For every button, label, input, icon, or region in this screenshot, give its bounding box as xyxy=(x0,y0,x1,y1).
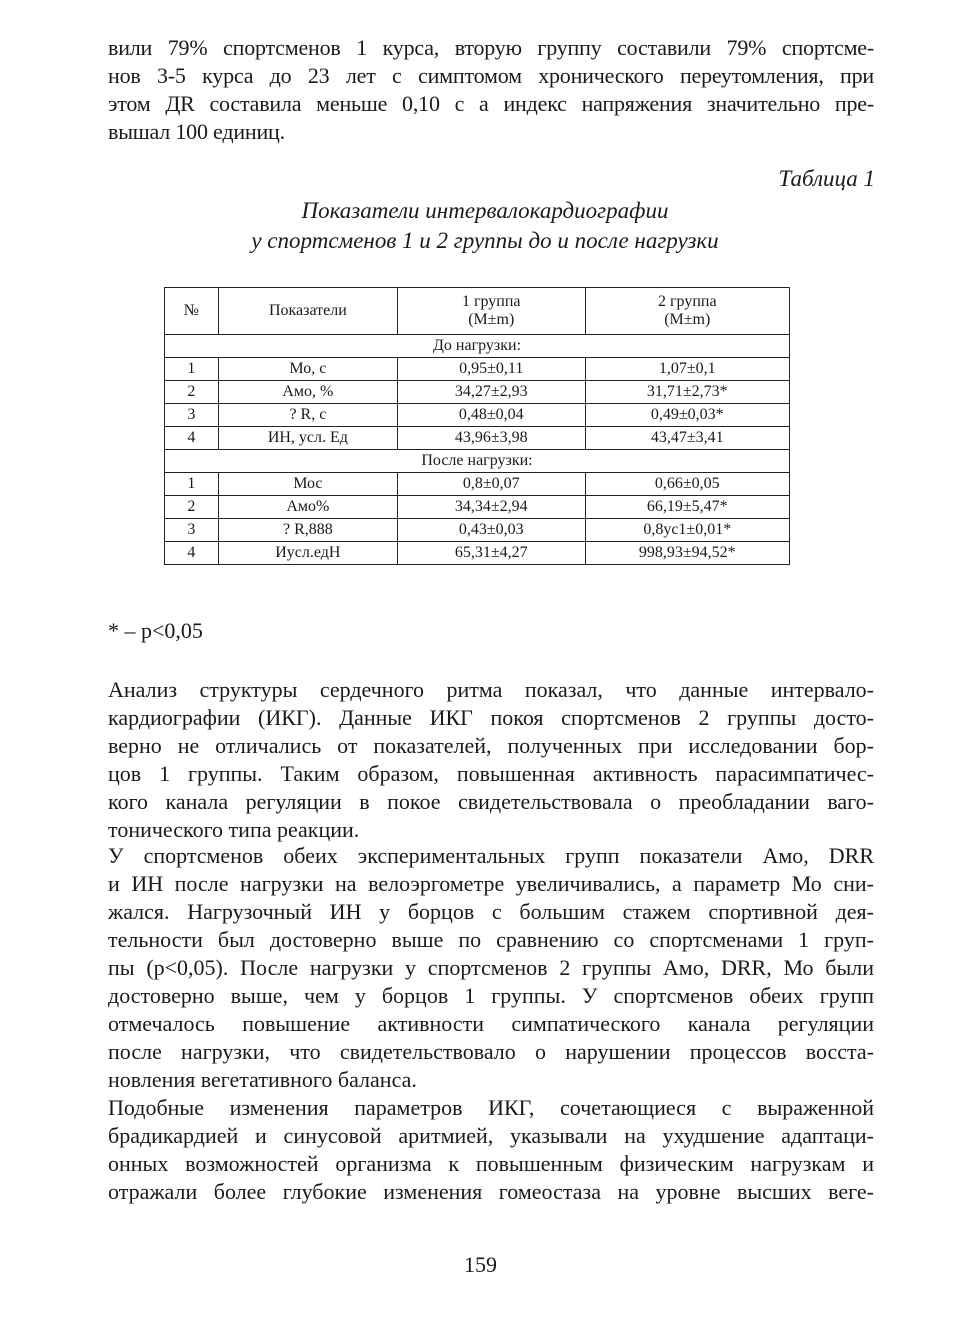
section-row xyxy=(165,335,790,358)
cell-group1: 34,34±2,94 xyxy=(397,496,585,519)
table-row xyxy=(165,473,790,496)
text-line: брадикардией и синусовой аритмией, указывали на ухудшение адаптаци- xyxy=(108,1123,874,1148)
cell-group1: 65,31±4,27 xyxy=(397,542,585,565)
cell-group2: 31,71±2,73* xyxy=(585,381,789,404)
header-group1-stat: (M±m) xyxy=(468,311,515,328)
text-line: этом ДR составила меньше 0,10 с а индекс напряжения значительно пре- xyxy=(108,91,874,116)
cell-group2: 1,07±0,1 xyxy=(585,358,789,381)
header-group1-name: 1 группа xyxy=(461,293,521,310)
text-line: достоверно выше, чем у борцов 1 группы. У спортсменов обеих групп xyxy=(108,983,874,1008)
cell-indicator: Мо, с xyxy=(218,358,397,381)
cell-no: 1 xyxy=(165,473,219,496)
cell-indicator: Амо, % xyxy=(218,381,397,404)
text-line: вили 79% спортсменов 1 курса, вторую группу составили 79% спортсме- xyxy=(108,35,874,60)
cell-indicator: Мос xyxy=(218,473,397,496)
text-line: отмечалось повышение активности симпатического канала регуляции xyxy=(108,1011,874,1036)
cell-group1: 34,27±2,93 xyxy=(397,381,585,404)
cell-group1: 0,48±0,04 xyxy=(397,404,585,427)
cell-no: 3 xyxy=(165,519,219,542)
header-group2-stat: (M±m) xyxy=(664,311,711,328)
table-subtitle: у спортсменов 1 и 2 группы до и после нагрузки xyxy=(251,228,719,253)
header-group1 xyxy=(397,288,585,335)
table-row xyxy=(165,427,790,450)
cell-group2: 0,66±0,05 xyxy=(585,473,789,496)
cell-no: 1 xyxy=(165,358,219,381)
table-header-row xyxy=(165,288,790,335)
text-line: вышал 100 единиц. xyxy=(108,119,285,144)
page-number: 159 xyxy=(464,1252,497,1277)
cell-indicator: ИН, усл. Ед xyxy=(218,427,397,450)
text-line: У спортсменов обеих экспериментальных групп показатели Амо, DRR xyxy=(108,843,874,868)
cell-group2: 998,93±94,52* xyxy=(585,542,789,565)
table-row xyxy=(165,404,790,427)
table-caption: Таблица 1 xyxy=(778,166,875,191)
cell-group1: 0,43±0,03 xyxy=(397,519,585,542)
text-line: верно не отличались от показателей, полученных при исследовании бор- xyxy=(108,733,874,758)
header-indicator: Показатели xyxy=(218,288,397,335)
section-row xyxy=(165,450,790,473)
cell-indicator: Иусл.едН xyxy=(218,542,397,565)
body-paragraph-1 xyxy=(108,676,874,844)
cell-no: 4 xyxy=(165,542,219,565)
text-line: жался. Нагрузочный ИН у борцов с большим стажем спортивной дея- xyxy=(108,899,874,924)
cell-indicator: Амо% xyxy=(218,496,397,519)
text-line: кардиографии (ИКГ). Данные ИКГ покоя спортсменов 2 группы досто- xyxy=(108,705,874,730)
cell-no: 2 xyxy=(165,496,219,519)
cell-no: 2 xyxy=(165,381,219,404)
text-line: пы (p<0,05). После нагрузки у спортсменов 2 группы Амо, DRR, Мо были xyxy=(108,955,874,980)
cell-group2: 43,47±3,41 xyxy=(585,427,789,450)
header-group2-name: 2 группа xyxy=(657,293,717,310)
table-row xyxy=(165,381,790,404)
cell-group2: 66,19±5,47* xyxy=(585,496,789,519)
significance-footnote: * – p<0,05 xyxy=(108,618,203,643)
cell-indicator: ? R, с xyxy=(218,404,397,427)
text-line: онных возможностей организма к повышенным физическим нагрузкам и xyxy=(108,1151,874,1176)
text-line: и ИН после нагрузки на велоэргометре увеличивались, а параметр Мо сни- xyxy=(108,871,874,896)
text-line: отражали более глубокие изменения гомеостаза на уровне высших веге- xyxy=(108,1179,874,1204)
cell-indicator: ? R,888 xyxy=(218,519,397,542)
section-before-label: До нагрузки: xyxy=(165,335,790,358)
header-group2 xyxy=(585,288,789,335)
text-line: после нагрузки, что свидетельствовало о нарушении процессов восста- xyxy=(108,1039,874,1064)
text-line: Подобные изменения параметров ИКГ, сочетающиеся с выраженной xyxy=(108,1095,874,1120)
cell-group1: 0,8±0,07 xyxy=(397,473,585,496)
table-row xyxy=(165,542,790,565)
table-row xyxy=(165,519,790,542)
table-row xyxy=(165,496,790,519)
cell-no: 3 xyxy=(165,404,219,427)
cell-group2: 0,49±0,03* xyxy=(585,404,789,427)
intro-paragraph xyxy=(108,34,874,146)
text-line: тельности был достоверно выше по сравнению со спортсменами 1 груп- xyxy=(108,927,874,952)
cell-group1: 43,96±3,98 xyxy=(397,427,585,450)
cell-group2: 0,8ус1±0,01* xyxy=(585,519,789,542)
text-line: новления вегетативного баланса. xyxy=(108,1067,417,1092)
body-paragraph-3 xyxy=(108,1094,874,1206)
data-table xyxy=(164,287,790,565)
header-no: № xyxy=(165,288,219,335)
text-line: нов 3-5 курса до 23 лет с симптомом хронического переутомления, при xyxy=(108,63,874,88)
text-line: кого канала регуляции в покое свидетельствовала о преобладании ваго- xyxy=(108,789,874,814)
table-title: Показатели интервалокардиографии xyxy=(301,198,669,223)
body-paragraph-2 xyxy=(108,842,874,1094)
cell-group1: 0,95±0,11 xyxy=(397,358,585,381)
text-line: Анализ структуры сердечного ритма показал, что данные интервало- xyxy=(108,677,874,702)
table-row xyxy=(165,358,790,381)
text-line: цов 1 группы. Таким образом, повышенная активность парасимпатичес- xyxy=(108,761,874,786)
text-line: тонического типа реакции. xyxy=(108,817,360,842)
cell-no: 4 xyxy=(165,427,219,450)
section-after-label: После нагрузки: xyxy=(165,450,790,473)
